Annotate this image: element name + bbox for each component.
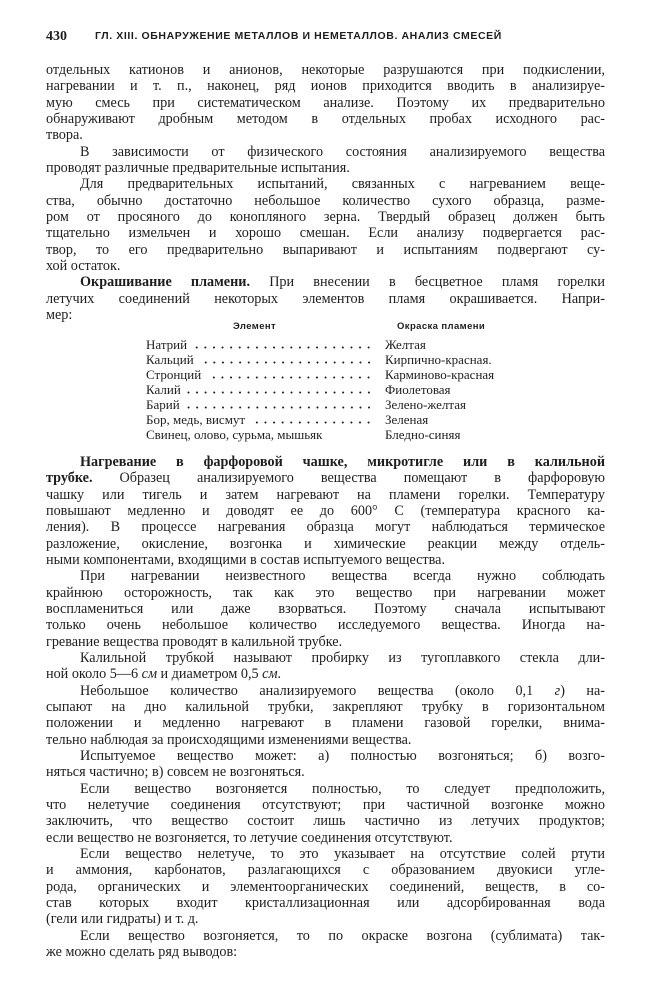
element-cell [146, 352, 379, 367]
leader-dots [187, 391, 373, 394]
text-line [46, 781, 605, 797]
text-line [46, 928, 605, 944]
text-line [46, 764, 605, 780]
text-line [46, 683, 605, 699]
leader-dots [193, 346, 373, 349]
element-cell [146, 367, 379, 382]
text-line [46, 568, 605, 584]
text-run: мую смесь при систематическом анализе. Поэтому их предварительно [46, 94, 605, 111]
text-line [46, 209, 605, 225]
bold-heading: трубке. [46, 470, 93, 487]
element-name: Кальций [146, 352, 194, 367]
element-name: Барий [146, 397, 180, 412]
text-run: Испытуемое вещество может: а) полностью возгоняться; б) возго- [80, 747, 605, 764]
text-run: тщательно измельчен и хорошо смешан. Если анализу подвергается рас- [46, 225, 605, 242]
text-line [46, 944, 605, 960]
text-run: проводят различные предварительные испытания. [46, 159, 350, 176]
leader-dots [207, 376, 373, 379]
text-line [46, 470, 605, 486]
text-run: (гели или гидраты) и т. д. [46, 911, 199, 928]
text-run: отдельных катионов и анионов, некоторые разрушаются при подкислении, [46, 62, 605, 78]
text-run: ром от просяного до конопляного зерна. Твердый образец должен быть [46, 208, 605, 225]
table-row [146, 352, 506, 367]
leader-dots [251, 421, 373, 424]
text-run: тельно наблюдая за происходящими изменениями вещества. [46, 731, 412, 748]
table-header-element: Элемент [233, 321, 277, 332]
text-line [46, 176, 605, 192]
text-line [46, 715, 605, 731]
running-title: ГЛ. XIII. ОБНАРУЖЕНИЕ МЕТАЛЛОВ И НЕМЕТАЛЛОВ. АНАЛИЗ СМЕСЕЙ [95, 30, 502, 42]
leader-dots [200, 361, 373, 364]
italic-unit: см [141, 666, 157, 683]
element-name: Стронций [146, 367, 202, 382]
text-run: только очень небольшое количество исследуемого вещества. Иногда на- [46, 617, 605, 634]
text-run: хой остаток. [46, 257, 121, 274]
text-run: сыпают на дно калильной трубки, закрепляют трубку в горизонтальном [46, 698, 605, 715]
text-run: заключить, что вещество состоит лишь частично из летучих продуктов; [46, 813, 605, 830]
text-run: обнаруживают дробным методом в отдельных пробах исходного рас- [46, 110, 605, 127]
text-line [46, 732, 605, 748]
text-line [46, 242, 605, 258]
leader-dots [186, 406, 373, 409]
text-line [46, 650, 605, 666]
text-run: воспламениться или даже взорваться. Поэтому сначала испытывают [46, 600, 605, 617]
text-run: летучих соединений некоторых элементов пламя окрашивается. Напри- [46, 290, 605, 307]
element-cell [146, 382, 379, 397]
flame-color: Зелено-желтая [385, 397, 466, 412]
text-line [46, 111, 605, 127]
table-row [146, 427, 506, 442]
text-line [46, 699, 605, 715]
text-run: ными компонентами, входящими в состав испытуемого вещества. [46, 551, 445, 568]
element-cell [146, 337, 379, 352]
italic-unit: см [262, 666, 278, 683]
text-line [46, 601, 605, 617]
text-run: твор, то его предварительно выпаривают и испытаниям подвергают су- [46, 241, 605, 258]
table-row [146, 337, 506, 352]
text-run: мер: [46, 306, 73, 323]
text-block-top [46, 62, 605, 323]
text-run: ления). В процессе нагревания образца могут наблюдаться термическое [46, 519, 605, 536]
text-run: крайнюю осторожность, так как это вещество при нагревании может [46, 584, 605, 601]
text-run: и аммония, карбонатов, разлагающихся с образованием двуокиси угле- [46, 862, 605, 879]
text-run: Если вещество нелетуче, то это указывает на отсутствие солей ртути [80, 845, 605, 862]
text-run: что нелетучие соединения отсутствуют; при частичной возгонке можно [46, 796, 605, 813]
flame-color: Фиолетовая [385, 382, 451, 397]
flame-color: Желтая [385, 337, 426, 352]
bold-heading: Окрашивание пламени. [80, 274, 251, 291]
flame-color: Кирпично-красная. [385, 352, 492, 367]
text-line [46, 258, 605, 274]
text-line [46, 144, 605, 160]
text-run: гревание вещества проводят в калильной трубке. [46, 633, 343, 650]
element-name: Калий [146, 382, 181, 397]
text-line [46, 846, 605, 862]
text-block-bottom [46, 454, 605, 960]
text-line [46, 666, 605, 682]
text-line [46, 830, 605, 846]
text-run: . [277, 666, 282, 683]
table-header-color: Окраска пламени [397, 321, 486, 332]
text-line [46, 634, 605, 650]
text-run: ной около 5—6 [46, 666, 142, 683]
text-run: если вещество не возгоняется, то летучие соединения отсутствуют. [46, 829, 453, 846]
flame-color: Зеленая [385, 412, 429, 427]
table-row [146, 367, 506, 382]
italic-unit: г [554, 682, 561, 699]
table-row [146, 412, 506, 427]
text-line [46, 503, 605, 519]
text-line [46, 585, 605, 601]
text-run: В зависимости от физического состояния анализируемого вещества [80, 143, 605, 160]
text-line [46, 813, 605, 829]
text-run: При внесении в бесцветное пламя горелки [250, 274, 605, 291]
text-line [46, 193, 605, 209]
text-line [46, 78, 605, 94]
element-name: Бор, медь, висмут [146, 412, 246, 427]
text-line [46, 895, 605, 911]
text-run: Образец анализируемого вещества помещают в фарфоровую [92, 470, 605, 487]
text-line [46, 617, 605, 633]
text-run: чашку или тигель и затем нагревают на пламени горелки. Температуру [46, 486, 605, 503]
text-run: нагревании и т. п., наконец, ряд ионов приходится вводить в анализируе- [46, 78, 605, 95]
text-run: ) на- [560, 682, 605, 699]
text-run: твора. [46, 127, 83, 144]
bold-heading: Нагревание в фарфоровой чашке, микротигле или в калильной [80, 454, 605, 470]
text-line [46, 748, 605, 764]
element-cell [146, 397, 379, 412]
text-run: Если вещество возгоняется, то по окраске возгона (сублимата) так- [80, 927, 605, 944]
text-run: При нагревании неизвестного вещества всегда нужно соблюдать [80, 568, 605, 585]
text-run: положении и медленно нагревают в пламени газовой горелки, внима- [46, 715, 605, 732]
table-row [146, 382, 506, 397]
text-line [46, 519, 605, 535]
text-run: Калильной трубкой называют пробирку из тугоплавкого стекла дли- [80, 649, 605, 666]
text-run: разложение, окисление, возгонка и химические реакции между отдель- [46, 535, 605, 552]
flame-color: Карминово-красная [385, 367, 495, 382]
text-run: Если вещество возгоняется полностью, то следует предположить, [80, 780, 605, 797]
text-run: ства, обычно достаточно небольшое количество сухого образца, разме- [46, 192, 605, 209]
flame-color: Бледно-синяя [385, 427, 461, 442]
text-line [46, 862, 605, 878]
text-line [46, 797, 605, 813]
text-line [46, 536, 605, 552]
text-run: став которых входит кристаллизационная или адсорбированная вода [46, 894, 605, 911]
text-run: и диаметром 0,5 [157, 666, 263, 683]
text-line [46, 225, 605, 241]
text-run: рода, органических и элементоорганических соединений, веществ, в со- [46, 878, 605, 895]
page-number: 430 [46, 29, 67, 44]
text-line [46, 127, 605, 143]
text-line [46, 911, 605, 927]
text-run: няться частично; в) совсем не возгоняться. [46, 764, 305, 781]
element-name: Натрий [146, 337, 188, 352]
element-cell [146, 427, 379, 442]
text-line [46, 291, 605, 307]
element-name: Свинец, олово, сурьма, мышьяк [146, 427, 323, 442]
text-line [46, 487, 605, 503]
text-line [46, 307, 605, 323]
text-run: Небольшое количество анализируемого вещества (около 0,1 [80, 682, 555, 699]
text-line [46, 160, 605, 176]
text-line [46, 62, 605, 78]
text-run: повышают медленно и доводят ее до 600° С (температура красного ка- [46, 502, 605, 519]
text-run: Для предварительных испытаний, связанных с нагреванием веще- [80, 176, 605, 193]
text-line [46, 879, 605, 895]
table-row [146, 397, 506, 412]
text-line [46, 454, 605, 470]
text-line [46, 95, 605, 111]
text-run: же можно сделать ряд выводов: [46, 943, 238, 960]
text-line [46, 552, 605, 568]
element-cell [146, 412, 379, 427]
text-line [46, 274, 605, 290]
